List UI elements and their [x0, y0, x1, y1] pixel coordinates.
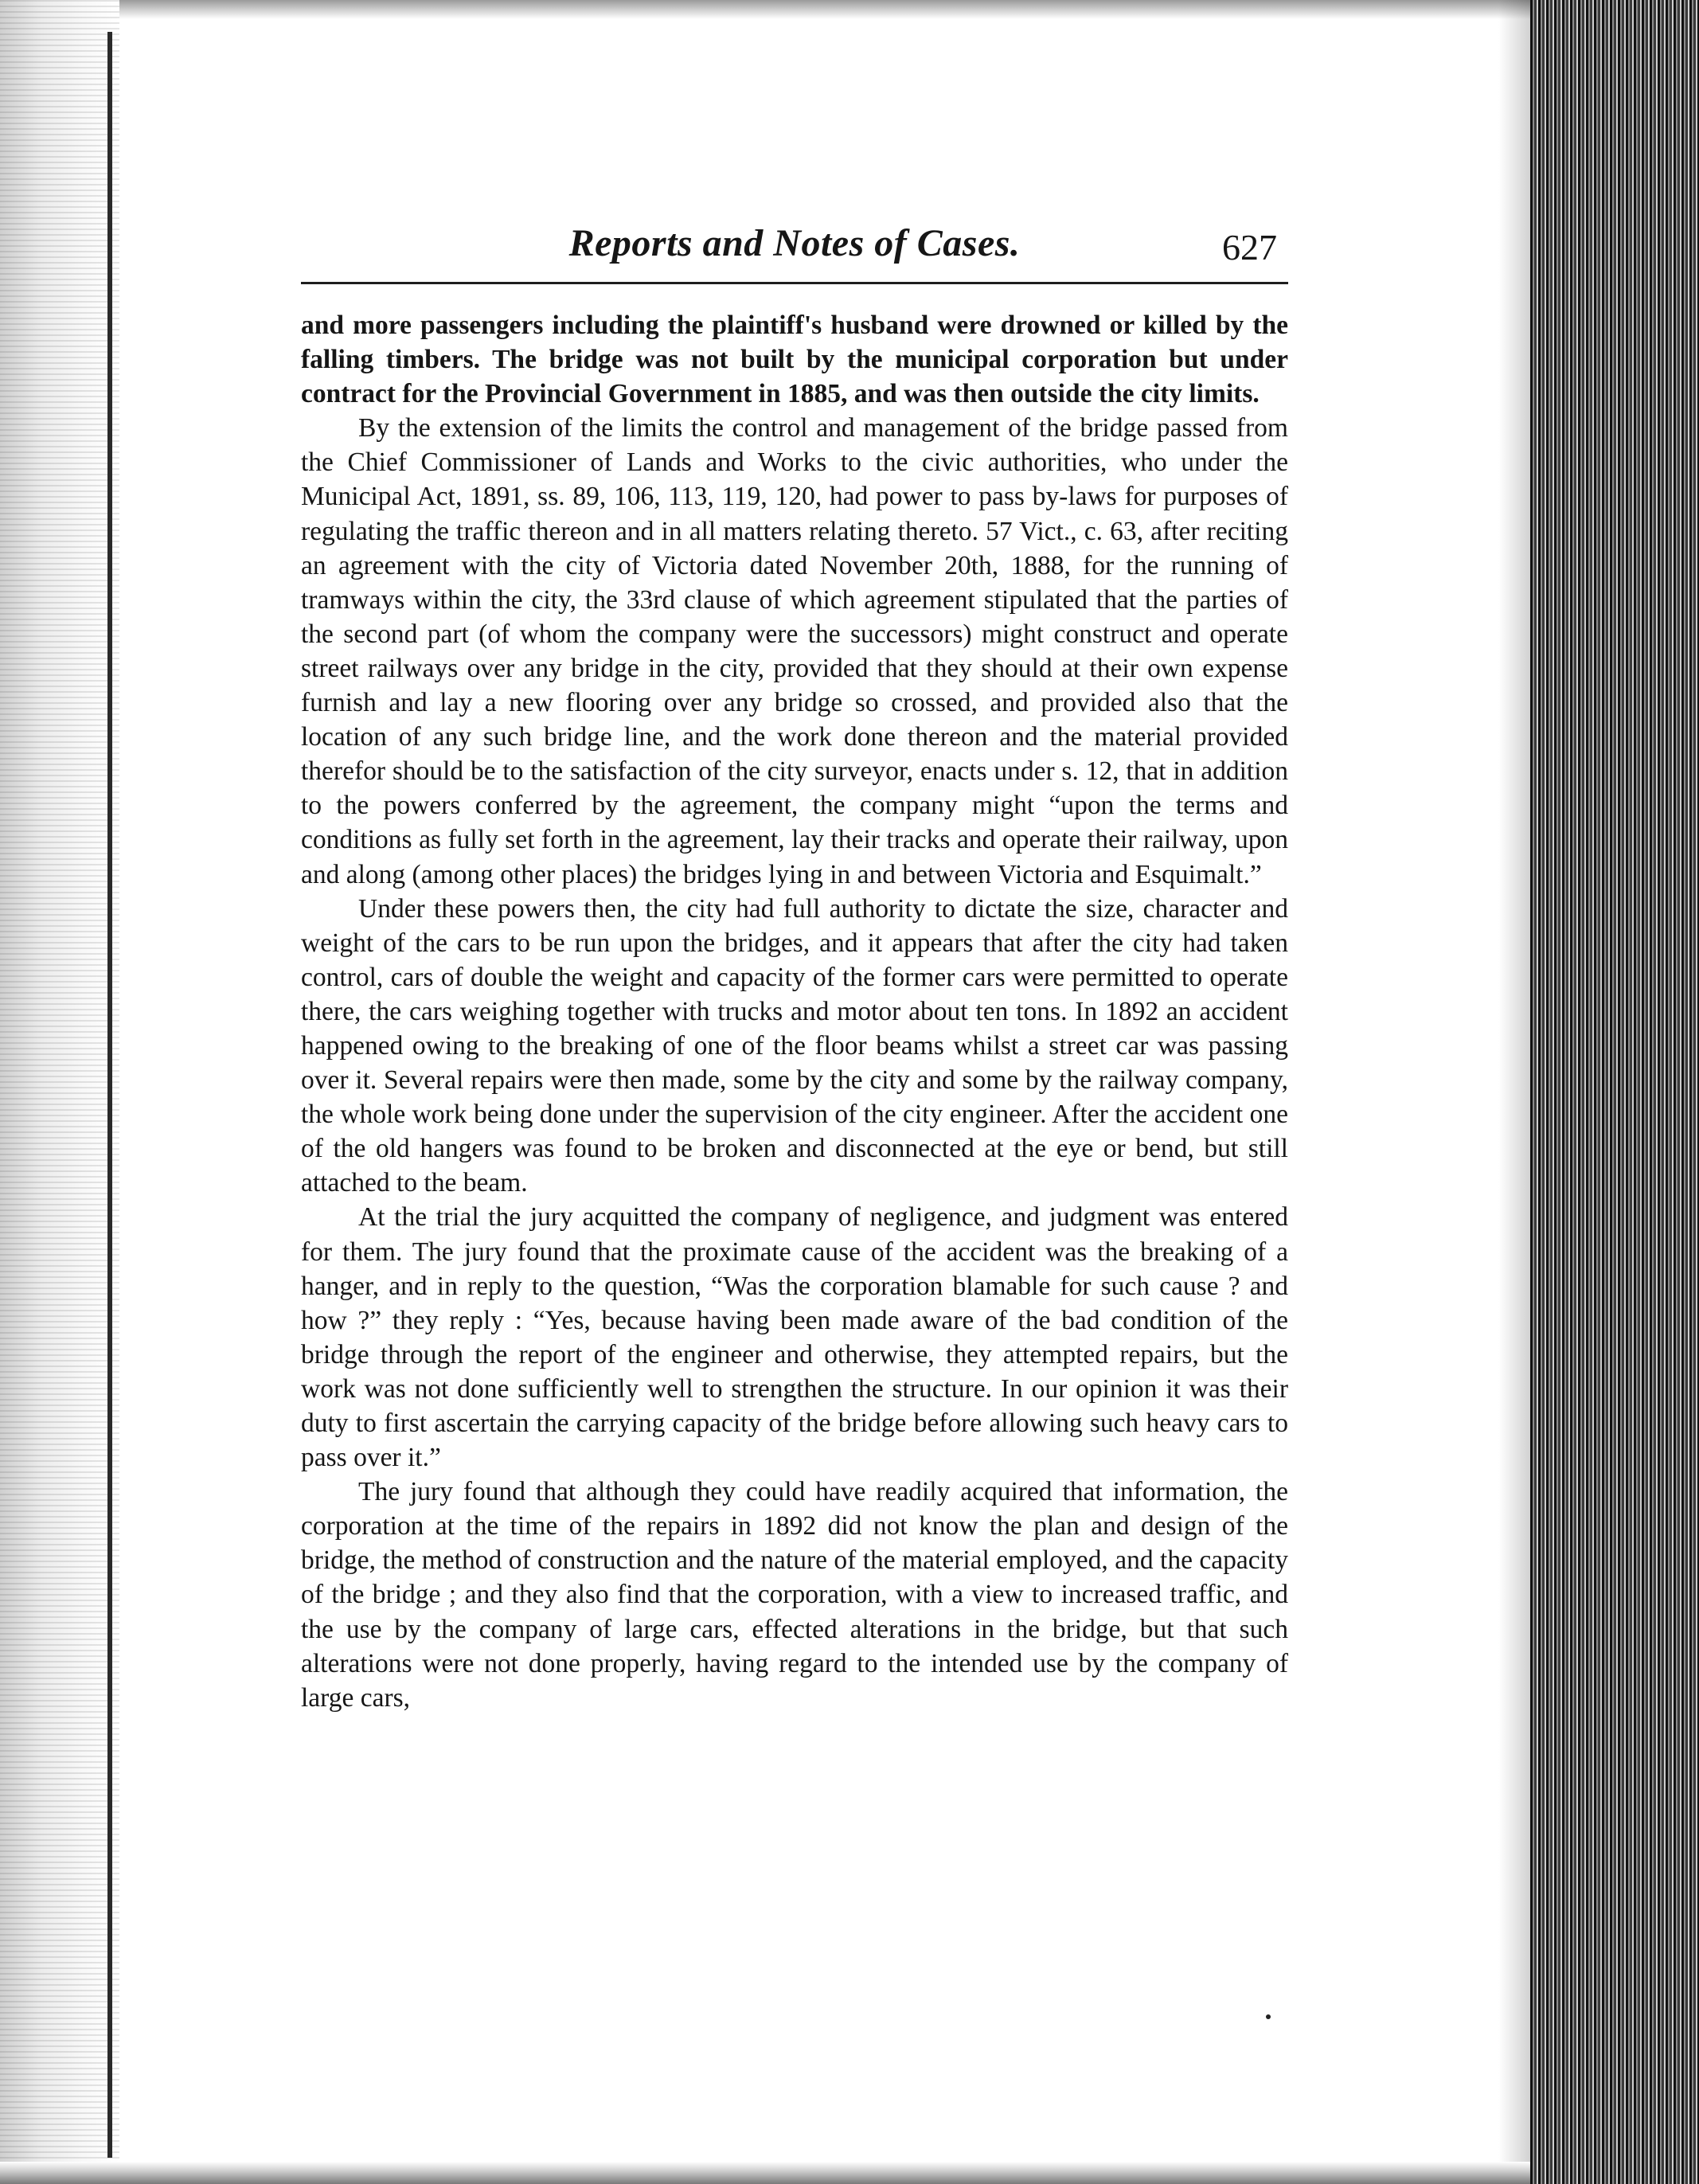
ink-speck: [1266, 2014, 1271, 2019]
paragraph-continuation: and more passengers including the plaintiff's husband were drowned or killed by the falling timbers. The bridge was not built by the municipal corporation but under contract for the Provincial Government in 1885, and was then outside the city limits.: [301, 311, 1288, 409]
paragraph-powers: Under these powers then, the city had full authority to dictate the size, character and weight of the cars to be run upon the bridges, and it appears that after the city had taken control, cars of double the weight and capacity of the former cars were permitted to operate there, the cars weighing together with trucks and motor about ten tons. In 1892 an accident happened owing to the breaking of one of the floor beams whilst a street car was passing over it. Several repairs were then made, some by the city and some by the railway company, the whole work being done under the supervision of the city engineer. After the accident one of the old hangers was found to be broken and disconnected at the eye or bend, but still attached to the beam.: [301, 893, 1288, 1198]
running-title: Reports and Notes of Cases.: [568, 222, 1021, 264]
scan-fore-edge: [1530, 0, 1699, 2184]
paragraph-jurisdiction: By the extension of the limits the control and management of the bridge passed from the Chief Commissioner of Lands and Works to the civic authorities, who under the Municipal Act, 1891, ss. 89, 106, 113, 119, 120, had power to pass by-laws for purposes of regulating the traffic thereon and in all matters relating thereto. 57 Vict., c. 63, after reciting an agreement with the city of Victoria dated November 20th, 1888, for the running of tramways within the city, the 33rd clause of which agreement stipulated that the parties of the second part (of whom the company were the successors) might construct and operate street railways over any bridge in the city, provided that they should at their own expense furnish and lay a new flooring over any bridge so crossed, and provided also that the location of any such bridge line, and the work done thereon and the material provided therefor should be to the satisfaction of the city surveyor, enacts under s. 12, that in addition to the powers conferred by the agreement, the company might “upon the terms and conditions as fully set forth in the agreement, lay their tracks and operate their railway, upon and along (among other places) the bridges lying in and between Victoria and Esquimalt.”: [301, 413, 1288, 889]
scan-binding-edge: [0, 0, 119, 2184]
page-number: 627: [1222, 227, 1277, 268]
paragraph-trial: At the trial the jury acquitted the company of negligence, and judgment was entered for them. The jury found that the proximate cause of the accident was the breaking of a hanger, and in reply to the question, “Was the corporation blamable for such cause ? and how ?” they reply : “Yes, because having been made aware of the bad condition of the bridge through the report of the engineer and otherwise, they attempted repairs, but the work was not done sufficiently well to strengthen the structure. In our opinion it was their duty to first ascertain the carrying capacity of the bridge before allowing such heavy cars to pass over it.”: [301, 1202, 1288, 1473]
fore-edge-shadow: [1498, 0, 1530, 2184]
scan-top-edge: [0, 0, 1530, 19]
paragraph-jury-findings: The jury found that although they could have readily acquired that information, the corporation at the time of the repairs in 1892 did not know the plan and design of the bridge, the method of construction and the nature of the material employed, and the capacity of the bridge ; and they also find that the corporation, with a view to increased traffic, and the use by the company of large cars, effected alterations in the bridge, but that such alterations were not done properly, having regard to the intended use by the company of large cars,: [301, 1477, 1288, 1713]
book-page: [301, 215, 1288, 1715]
binding-rule: [107, 32, 112, 2158]
scan-bottom-edge: [0, 2162, 1530, 2184]
running-head: [301, 215, 1288, 284]
body-text: [301, 308, 1288, 1715]
